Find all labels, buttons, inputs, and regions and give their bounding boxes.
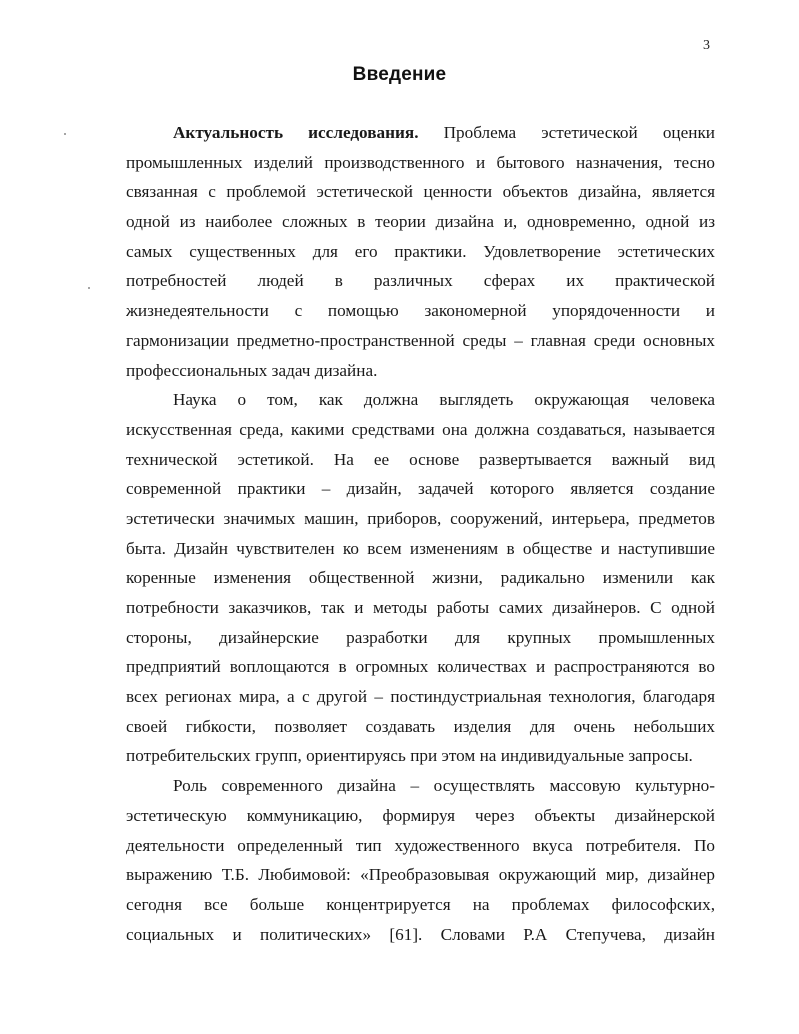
text-line xyxy=(126,534,715,564)
line-text: деятельности определенный тип художественного вкуса потребителя. По xyxy=(126,835,715,855)
line-text: выражению Т.Б. Любимовой: «Преобразовывая окружающий мир, дизайнер xyxy=(126,865,715,885)
lead-phrase: Актуальность исследования. xyxy=(173,123,419,142)
scan-speck xyxy=(64,133,66,135)
line-text: одной из наиболее сложных в теории дизайна и, одновременно, одной из xyxy=(126,212,715,232)
line-text: жизнедеятельности с помощью закономерной упорядоченности и xyxy=(126,301,715,321)
line-text: Проблема эстетической оценки xyxy=(443,123,715,142)
text-line xyxy=(126,860,715,890)
text-line xyxy=(126,118,715,148)
text-line xyxy=(126,652,715,682)
text-line xyxy=(126,771,715,801)
line-text: профессиональных задач дизайна. xyxy=(126,360,378,380)
text-line xyxy=(126,326,715,356)
line-text: потребности заказчиков, так и методы работы самих дизайнеров. С одной xyxy=(126,598,715,617)
text-line xyxy=(126,741,715,771)
text-line xyxy=(126,474,715,504)
text-line xyxy=(126,385,715,415)
text-line xyxy=(126,890,715,920)
line-text: Наука о том, как должна выглядеть окружающая человека xyxy=(173,390,715,410)
line-text: стороны, дизайнерские разработки для крупных промышленных xyxy=(126,627,715,647)
line-text: сегодня все больше концентрируется на проблемах философских, xyxy=(126,894,715,914)
text-line xyxy=(126,237,715,267)
text-line xyxy=(126,682,715,712)
line-text: социальных и политических» [61]. Словами Р.А Степучева, дизайн xyxy=(126,924,715,944)
text-line xyxy=(126,356,715,386)
line-text: Роль современного дизайна – осуществлять массовую культурно- xyxy=(173,776,715,796)
text-line xyxy=(126,504,715,534)
text-line xyxy=(126,831,715,861)
line-text: гармонизации предметно-пространственной среды – главная среди основных xyxy=(126,330,715,350)
line-text: своей гибкости, позволяет создавать изделия для очень небольших xyxy=(126,716,715,736)
text-line xyxy=(126,148,715,178)
line-text: коренные изменения общественной жизни, радикально изменили как xyxy=(126,568,715,588)
text-line xyxy=(126,563,715,593)
line-text: всех регионах мира, а с другой – постиндустриальная технология, благодаря xyxy=(126,687,715,707)
text-line xyxy=(126,801,715,831)
line-text: эстетически значимых машин, приборов, сооружений, интерьера, предметов xyxy=(126,508,715,528)
line-text: эстетическую коммуникацию, формируя через объекты дизайнерской xyxy=(126,805,715,825)
text-line xyxy=(126,266,715,296)
text-line xyxy=(126,177,715,207)
text-line xyxy=(126,623,715,653)
text-line xyxy=(126,296,715,326)
scan-speck xyxy=(88,287,90,289)
page-number: 3 xyxy=(703,38,710,53)
line-text: технической эстетикой. На ее основе развертывается важный вид xyxy=(126,449,715,469)
line-text: самых существенных для его практики. Удовлетворение эстетических xyxy=(126,241,715,261)
text-line xyxy=(126,415,715,445)
text-line xyxy=(126,207,715,237)
line-text: связанная с проблемой эстетической ценности объектов дизайна, является xyxy=(126,182,715,202)
page-title: Введение xyxy=(352,64,447,85)
line-text: потребностей людей в различных сферах их практической xyxy=(126,271,715,291)
line-text: быта. Дизайн чувствителен ко всем изменениям в обществе и наступившие xyxy=(126,538,715,558)
line-text: промышленных изделий производственного и бытового назначения, тесно xyxy=(126,152,715,172)
text-line xyxy=(126,445,715,475)
line-text: предприятий воплощаются в огромных количествах и распространяются во xyxy=(126,657,715,677)
line-text: искусственная среда, какими средствами она должна создаваться, называется xyxy=(126,419,715,439)
line-text: современной практики – дизайн, задачей которого является создание xyxy=(126,479,715,499)
body-text xyxy=(126,118,715,949)
text-line xyxy=(126,593,715,623)
text-line xyxy=(126,712,715,742)
line-text: потребительских групп, ориентируясь при этом на индивидуальные запросы. xyxy=(126,746,693,766)
text-line xyxy=(126,920,715,950)
